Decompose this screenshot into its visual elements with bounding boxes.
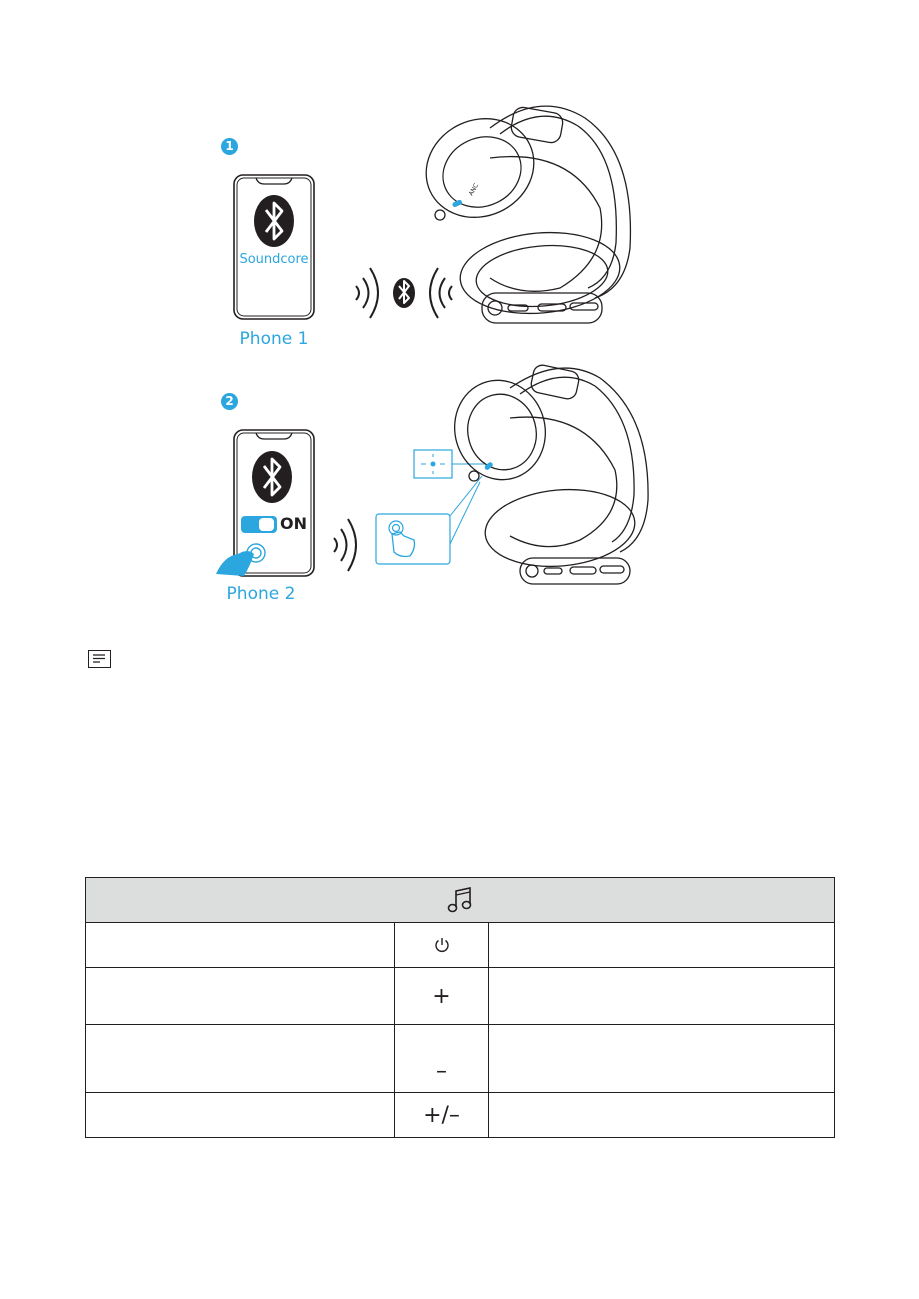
phone-2-label: Phone 2 <box>226 584 296 604</box>
table-row <box>86 923 835 968</box>
minus-symbol-cell: – <box>395 1025 489 1093</box>
headphones-illustration-2 <box>450 360 670 590</box>
action-cell <box>86 1093 395 1138</box>
signal-waves-icon <box>330 514 366 576</box>
phone-2-illustration <box>214 428 318 580</box>
table-row <box>86 1025 835 1093</box>
result-cell <box>489 1025 835 1093</box>
result-cell <box>489 1093 835 1138</box>
power-symbol-cell <box>395 923 489 968</box>
headphones-illustration-1 <box>420 98 660 338</box>
anc-label: ANC <box>467 182 481 197</box>
table-header-row <box>86 878 835 923</box>
action-cell <box>86 1025 395 1093</box>
power-icon <box>434 936 450 954</box>
plus-symbol-cell: + <box>395 968 489 1025</box>
toggle-on-label: ON <box>280 514 307 533</box>
plus-minus-symbol-cell: +/– <box>395 1093 489 1138</box>
table-header <box>86 878 835 923</box>
bluetooth-icon <box>252 451 292 503</box>
bluetooth-icon <box>393 278 415 308</box>
step-2-badge: 2 <box>221 393 238 410</box>
tap-hand-icon <box>216 544 265 576</box>
step-1-badge: 1 <box>221 138 238 155</box>
action-cell <box>86 968 395 1025</box>
controls-table <box>85 877 835 1138</box>
bluetooth-icon <box>254 195 294 247</box>
result-cell <box>489 968 835 1025</box>
phone-1-illustration <box>232 173 316 321</box>
table-row <box>86 1093 835 1138</box>
app-name-label: Soundcore <box>239 252 309 267</box>
table-row <box>86 968 835 1025</box>
phone-1-label: Phone 1 <box>239 329 309 349</box>
note-icon <box>88 650 111 668</box>
result-cell <box>489 923 835 968</box>
music-note-icon <box>446 885 474 915</box>
action-cell <box>86 923 395 968</box>
toggle-switch-icon <box>241 516 277 533</box>
